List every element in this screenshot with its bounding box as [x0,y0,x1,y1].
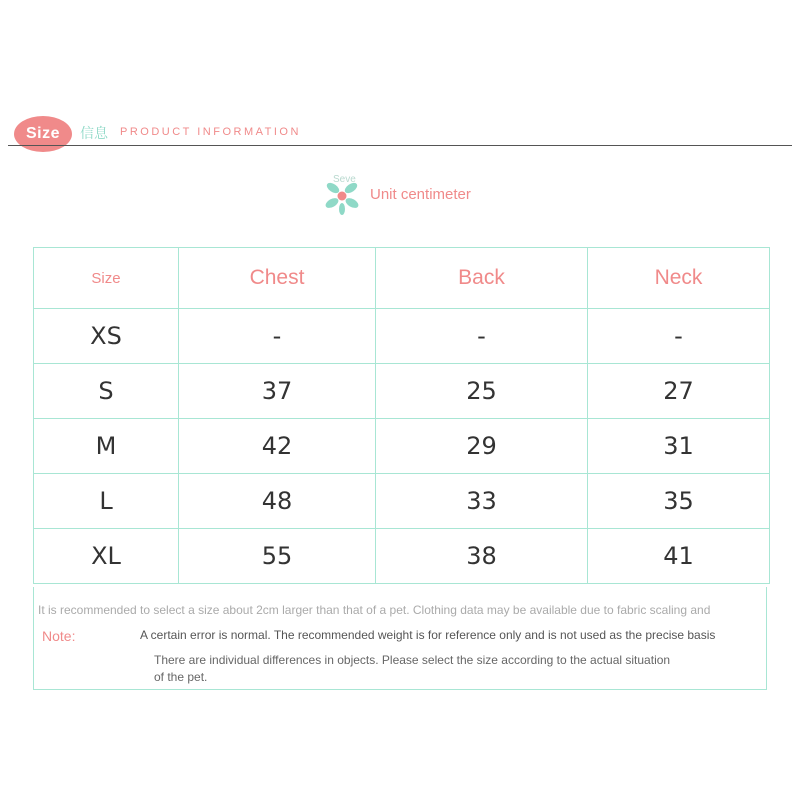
cell-back: 25 [376,364,588,419]
size-chart-table [33,247,770,584]
table-row [34,309,770,364]
table-row [34,474,770,529]
table-row [34,529,770,584]
cell-size: S [34,364,179,419]
flower-caption: Seve [333,174,356,185]
product-information-title: PRODUCT INFORMATION [120,126,301,138]
cell-back: - [376,309,588,364]
cell-size: M [34,419,179,474]
cell-chest: 42 [179,419,376,474]
header-back: Back [376,248,588,309]
cell-neck: 27 [588,364,770,419]
note-differences-text: There are individual differences in objects. Please select the size according to the actual situation [154,653,671,667]
cell-neck: 35 [588,474,770,529]
cell-chest: 55 [179,529,376,584]
cell-back: 38 [376,529,588,584]
header-neck: Neck [588,248,770,309]
note-recommendation-text: It is recommended to select a size about 2cm larger than that of a pet. Clothing data may be available due to fabric scaling and [38,603,711,617]
table-header-row [34,248,770,309]
unit-label: Unit centimeter [370,186,471,203]
header-size: Size [34,248,179,309]
cell-neck: - [588,309,770,364]
cell-chest: 48 [179,474,376,529]
note-label: Note: [42,628,76,644]
notes-box [33,587,767,690]
table-row [34,419,770,474]
size-badge: Size [14,116,72,152]
table-row [34,364,770,419]
cell-size: L [34,474,179,529]
cell-size: XL [34,529,179,584]
cell-size: XS [34,309,179,364]
header-chest: Chest [179,248,376,309]
note-error-text: A certain error is normal. The recommended weight is for reference only and is not used as the precise basis [140,628,716,642]
cell-chest: 37 [179,364,376,419]
cell-neck: 31 [588,419,770,474]
cell-chest: - [179,309,376,364]
cell-neck: 41 [588,529,770,584]
note-pet-text: of the pet. [154,670,208,684]
chinese-title: 信息 [80,126,108,142]
cell-back: 33 [376,474,588,529]
header-divider [8,145,792,146]
cell-back: 29 [376,419,588,474]
